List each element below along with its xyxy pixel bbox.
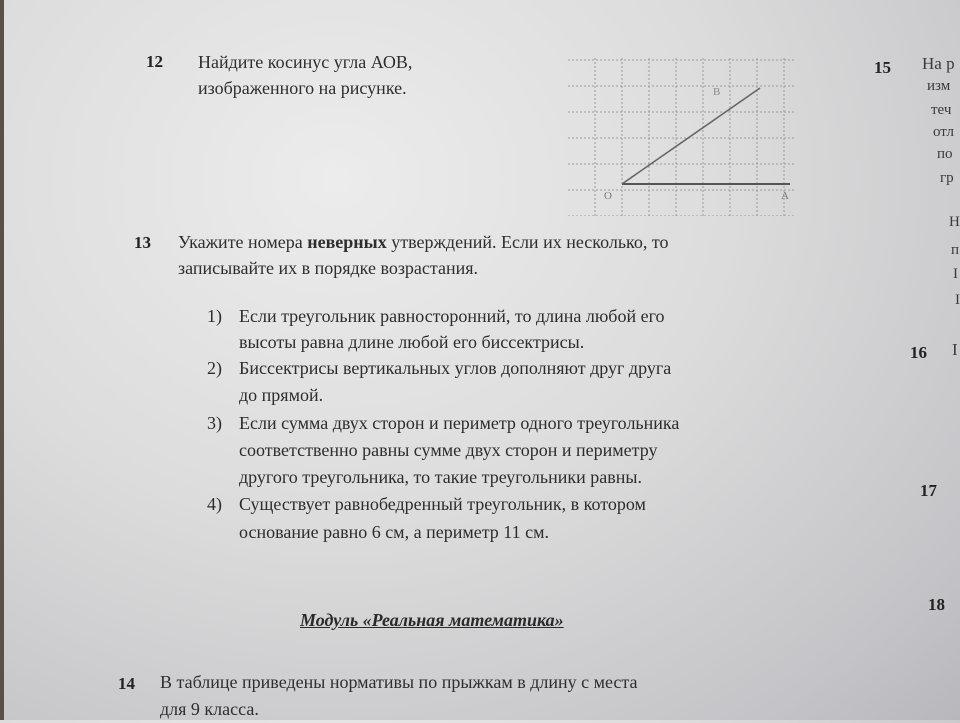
- question-13-line-2: записывайте их в порядке возрастания.: [178, 258, 479, 278]
- question-16-fragment: I: [952, 340, 958, 359]
- statement-3-number: 3): [207, 413, 222, 433]
- question-12-line-2: изображенного на рисунке.: [198, 78, 407, 98]
- q13-text-bold: неверных: [307, 232, 387, 252]
- statement-4-line-1: [207, 491, 646, 518]
- question-14-line-2: для 9 класса.: [160, 699, 259, 719]
- point-label-a: A: [781, 190, 789, 202]
- question-12-number: 12: [146, 52, 163, 71]
- ray-ob: [622, 88, 760, 184]
- statement-4-text: Существует равнобедренный треугольник, в котором: [239, 494, 646, 514]
- statement-3-text: Если сумма двух сторон и периметр одного треугольника: [239, 413, 680, 433]
- point-label-o: O: [604, 190, 612, 202]
- angle-figure-grid: [568, 58, 796, 216]
- question-15-fragment-2: изм: [927, 78, 951, 94]
- statement-1-line-2: высоты равна длине любой его биссектрисы.: [239, 332, 585, 352]
- question-15-fragment-5: по: [937, 146, 953, 162]
- question-15-fragment-1: На р: [922, 54, 955, 73]
- right-fragment-2: п: [951, 242, 960, 258]
- question-17-number: 17: [920, 481, 937, 500]
- statement-1-number: 1): [207, 306, 222, 326]
- question-12-line-1: Найдите косинус угла АОВ,: [198, 52, 413, 72]
- question-13-number: 13: [134, 233, 151, 252]
- statement-3-line-3: другого треугольника, то такие треугольники равны.: [239, 467, 642, 487]
- question-18-number: 18: [928, 595, 945, 614]
- statement-2-text: Биссектрисы вертикальных углов дополняют друг друга: [239, 358, 672, 378]
- statement-2-line-1: [207, 355, 671, 382]
- question-15-fragment-4: отл: [933, 124, 954, 140]
- statement-1-text: Если треугольник равносторонний, то длина любой его: [239, 306, 665, 326]
- question-14-line-1: В таблице приведены нормативы по прыжкам в длину с места: [160, 672, 638, 692]
- question-16-number: 16: [910, 343, 927, 362]
- statement-4-number: 4): [207, 494, 222, 514]
- statement-2-number: 2): [207, 358, 222, 378]
- statement-1-line-1: [207, 303, 665, 330]
- question-15-number: 15: [874, 58, 891, 77]
- page-edge-shadow: [0, 0, 4, 720]
- statement-3-line-1: [207, 410, 679, 437]
- statement-2-line-2: до прямой.: [239, 385, 324, 405]
- question-15-fragment-6: гр: [940, 170, 954, 186]
- q13-text-post: утверждений. Если их несколько, то: [386, 232, 669, 252]
- q13-text-pre: Укажите номера: [178, 232, 308, 252]
- question-15-fragment-3: теч: [931, 102, 952, 118]
- right-fragment-1: Н: [949, 214, 960, 230]
- question-14-number: 14: [118, 674, 135, 693]
- point-label-b: B: [713, 86, 721, 98]
- question-13-line-1: [178, 228, 669, 256]
- right-fragment-3: I: [953, 266, 958, 282]
- statement-3-line-2: соответственно равны сумме двух сторон и периметру: [239, 440, 658, 460]
- right-fragment-4: I: [955, 292, 960, 308]
- statement-4-line-2: основание равно 6 см, а периметр 11 см.: [239, 522, 549, 542]
- module-heading: Модуль «Реальная математика»: [300, 610, 564, 630]
